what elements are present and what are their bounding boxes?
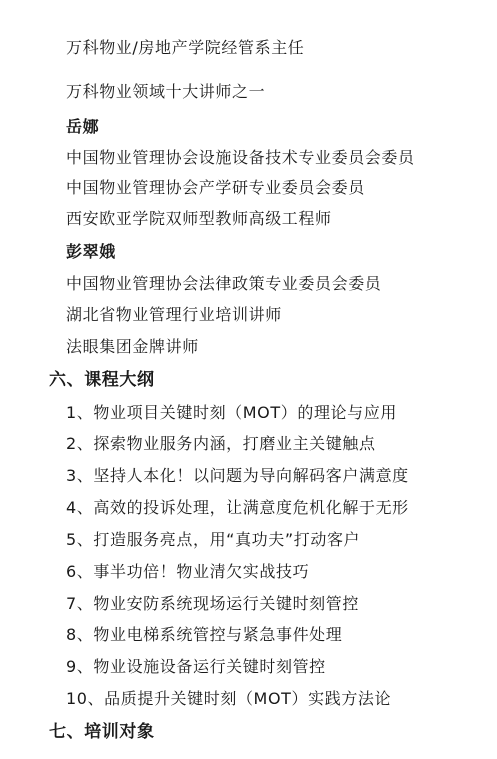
instructor-name: 岳娜 [66,117,100,136]
outline-item: 7、物业安防系统现场运行关键时刻管控 [66,594,359,613]
outline-item: 1、物业项目关键时刻（MOT）的理论与应用 [66,403,397,422]
instructor-title: 中国物业管理协会产学研专业委员会委员 [66,178,365,197]
bio-line: 万科物业领域十大讲师之一 [66,82,266,101]
outline-item: 8、物业电梯系统管控与紧急事件处理 [66,625,343,644]
outline-item: 9、物业设施设备运行关键时刻管控 [66,657,326,676]
section-heading-audience: 七、培训对象 [49,722,155,742]
instructor-name: 彭翠娥 [66,242,116,261]
outline-item: 5、打造服务亮点，用“真功夫”打动客户 [66,530,361,549]
bio-line: 万科物业/房地产学院经管系主任 [66,38,305,57]
section-heading-outline: 六、课程大纲 [49,370,155,390]
outline-item: 2、探索物业服务内涵，打磨业主关键触点 [66,434,376,453]
instructor-title: 中国物业管理协会设施设备技术专业委员会委员 [66,148,415,167]
instructor-title: 西安欧亚学院双师型教师高级工程师 [66,209,332,228]
outline-item: 4、高效的投诉处理，让满意度危机化解于无形 [66,498,409,517]
outline-item: 6、事半功倍！物业清欠实战技巧 [66,562,310,581]
instructor-title: 湖北省物业管理行业培训讲师 [66,305,282,324]
instructor-title: 中国物业管理协会法律政策专业委员会委员 [66,274,382,293]
outline-item: 3、坚持人本化！以问题为导向解码客户满意度 [66,466,409,485]
outline-item: 10、品质提升关键时刻（MOT）实践方法论 [66,689,392,708]
instructor-title: 法眼集团金牌讲师 [66,337,199,356]
